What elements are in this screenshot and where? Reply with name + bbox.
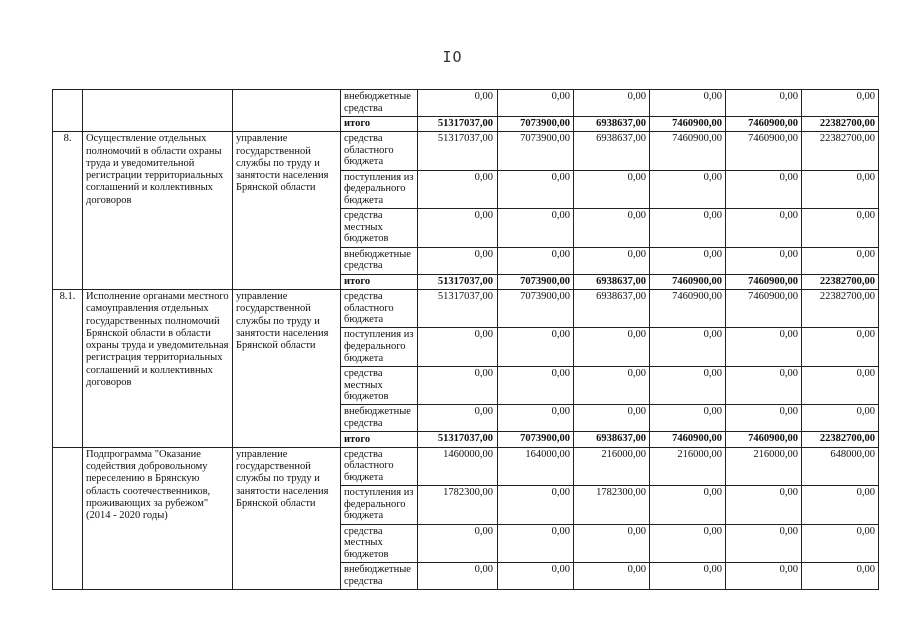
amount-cell: 7460900,00: [650, 289, 726, 328]
item-number: 8.1.: [53, 289, 83, 447]
amount-cell: 216000,00: [726, 447, 802, 486]
item-executor: [233, 90, 341, 132]
amount-cell: 1782300,00: [418, 486, 498, 525]
funding-source: поступления из федерального бюджета: [341, 328, 418, 367]
amount-cell: 7073900,00: [498, 132, 574, 171]
amount-cell: 7460900,00: [650, 274, 726, 289]
amount-cell: 0,00: [802, 328, 879, 367]
amount-cell: 0,00: [418, 563, 498, 590]
funding-source: средства местных бюджетов: [341, 524, 418, 563]
item-executor: управление государственной службы по труду и занятости населения Брянской области: [233, 132, 341, 290]
amount-cell: 0,00: [650, 328, 726, 367]
amount-cell: 0,00: [802, 405, 879, 432]
amount-cell: 0,00: [498, 405, 574, 432]
amount-cell: 0,00: [418, 405, 498, 432]
amount-cell: 6938637,00: [574, 432, 650, 447]
table-row: [53, 289, 879, 328]
amount-cell: 0,00: [418, 366, 498, 405]
budget-table: [52, 89, 879, 590]
page-number: IO: [442, 48, 463, 66]
amount-cell: 1460000,00: [418, 447, 498, 486]
amount-cell: 0,00: [650, 170, 726, 209]
amount-cell: 0,00: [498, 486, 574, 525]
amount-cell: 0,00: [498, 524, 574, 563]
amount-cell: 0,00: [650, 486, 726, 525]
amount-cell: 51317037,00: [418, 432, 498, 447]
amount-cell: 7460900,00: [726, 117, 802, 132]
amount-cell: 6938637,00: [574, 132, 650, 171]
funding-source: внебюджетные средства: [341, 563, 418, 590]
funding-source: поступления из федерального бюджета: [341, 486, 418, 525]
amount-cell: 0,00: [418, 90, 498, 117]
amount-cell: 0,00: [418, 524, 498, 563]
item-executor: управление государственной службы по труду и занятости населения Брянской области: [233, 289, 341, 447]
amount-cell: 7073900,00: [498, 274, 574, 289]
amount-cell: 51317037,00: [418, 289, 498, 328]
funding-source: итого: [341, 432, 418, 447]
funding-source: внебюджетные средства: [341, 90, 418, 117]
item-name: Осуществление отдельных полномочий в области охраны труда и уведомительной регистрации территориальных соглашений и коллективных договоров: [83, 132, 233, 290]
amount-cell: 7073900,00: [498, 117, 574, 132]
amount-cell: 7460900,00: [726, 274, 802, 289]
amount-cell: 0,00: [498, 209, 574, 248]
amount-cell: 0,00: [802, 247, 879, 274]
amount-cell: 0,00: [574, 90, 650, 117]
amount-cell: 0,00: [418, 209, 498, 248]
amount-cell: 0,00: [650, 366, 726, 405]
amount-cell: 0,00: [498, 328, 574, 367]
amount-cell: 22382700,00: [802, 132, 879, 171]
amount-cell: 7460900,00: [726, 432, 802, 447]
amount-cell: 0,00: [574, 209, 650, 248]
amount-cell: 0,00: [650, 209, 726, 248]
amount-cell: 0,00: [418, 170, 498, 209]
table-row: [53, 132, 879, 171]
amount-cell: 0,00: [498, 366, 574, 405]
amount-cell: 0,00: [726, 247, 802, 274]
amount-cell: 0,00: [726, 209, 802, 248]
amount-cell: 7073900,00: [498, 432, 574, 447]
amount-cell: 0,00: [650, 563, 726, 590]
item-number: 8.: [53, 132, 83, 290]
amount-cell: 0,00: [498, 563, 574, 590]
amount-cell: 7073900,00: [498, 289, 574, 328]
funding-source: поступления из федерального бюджета: [341, 170, 418, 209]
amount-cell: 0,00: [802, 170, 879, 209]
amount-cell: 6938637,00: [574, 289, 650, 328]
funding-source: итого: [341, 274, 418, 289]
table-row: [53, 447, 879, 486]
amount-cell: 0,00: [418, 247, 498, 274]
funding-source: средства областного бюджета: [341, 447, 418, 486]
amount-cell: 1782300,00: [574, 486, 650, 525]
amount-cell: 0,00: [802, 563, 879, 590]
amount-cell: 6938637,00: [574, 117, 650, 132]
amount-cell: 0,00: [726, 563, 802, 590]
amount-cell: 0,00: [726, 328, 802, 367]
amount-cell: 0,00: [574, 563, 650, 590]
amount-cell: 51317037,00: [418, 274, 498, 289]
funding-source: внебюджетные средства: [341, 405, 418, 432]
amount-cell: 22382700,00: [802, 289, 879, 328]
funding-source: средства местных бюджетов: [341, 209, 418, 248]
amount-cell: 0,00: [418, 328, 498, 367]
table-row: [53, 90, 879, 117]
amount-cell: 6938637,00: [574, 274, 650, 289]
funding-source: внебюджетные средства: [341, 247, 418, 274]
amount-cell: 0,00: [574, 405, 650, 432]
item-executor: управление государственной службы по труду и занятости населения Брянской области: [233, 447, 341, 590]
amount-cell: 648000,00: [802, 447, 879, 486]
amount-cell: 7460900,00: [650, 132, 726, 171]
amount-cell: 22382700,00: [802, 274, 879, 289]
amount-cell: 51317037,00: [418, 132, 498, 171]
amount-cell: 0,00: [802, 90, 879, 117]
amount-cell: 0,00: [726, 524, 802, 563]
amount-cell: 0,00: [574, 366, 650, 405]
amount-cell: 164000,00: [498, 447, 574, 486]
amount-cell: 0,00: [726, 366, 802, 405]
amount-cell: 0,00: [726, 170, 802, 209]
item-name: Исполнение органами местного самоуправления отдельных государственных полномочий Брянской области в области охраны труда и уведомительная регистрация территориальных соглашений и коллективных договоров: [83, 289, 233, 447]
amount-cell: 0,00: [574, 170, 650, 209]
amount-cell: 0,00: [650, 247, 726, 274]
amount-cell: 0,00: [498, 170, 574, 209]
amount-cell: 0,00: [650, 90, 726, 117]
amount-cell: 0,00: [802, 524, 879, 563]
amount-cell: 216000,00: [650, 447, 726, 486]
amount-cell: 0,00: [498, 90, 574, 117]
amount-cell: 0,00: [574, 328, 650, 367]
amount-cell: 0,00: [726, 486, 802, 525]
amount-cell: 22382700,00: [802, 432, 879, 447]
item-name: [83, 90, 233, 132]
amount-cell: 0,00: [726, 90, 802, 117]
amount-cell: 22382700,00: [802, 117, 879, 132]
amount-cell: 7460900,00: [726, 132, 802, 171]
amount-cell: 7460900,00: [726, 289, 802, 328]
amount-cell: 0,00: [498, 247, 574, 274]
amount-cell: 0,00: [726, 405, 802, 432]
amount-cell: 0,00: [802, 486, 879, 525]
amount-cell: 0,00: [574, 524, 650, 563]
amount-cell: 0,00: [650, 405, 726, 432]
amount-cell: 7460900,00: [650, 117, 726, 132]
item-number: [53, 90, 83, 132]
item-number: [53, 447, 83, 590]
funding-source: средства областного бюджета: [341, 132, 418, 171]
amount-cell: 7460900,00: [650, 432, 726, 447]
amount-cell: 0,00: [802, 366, 879, 405]
funding-source: итого: [341, 117, 418, 132]
funding-source: средства областного бюджета: [341, 289, 418, 328]
amount-cell: 0,00: [802, 209, 879, 248]
amount-cell: 0,00: [574, 247, 650, 274]
amount-cell: 51317037,00: [418, 117, 498, 132]
item-name: Подпрограмма "Оказание содействия добровольному переселению в Брянскую область соотечественников, проживающих за рубежом" (2014 - 2020 годы): [83, 447, 233, 590]
amount-cell: 216000,00: [574, 447, 650, 486]
funding-source: средства местных бюджетов: [341, 366, 418, 405]
amount-cell: 0,00: [650, 524, 726, 563]
